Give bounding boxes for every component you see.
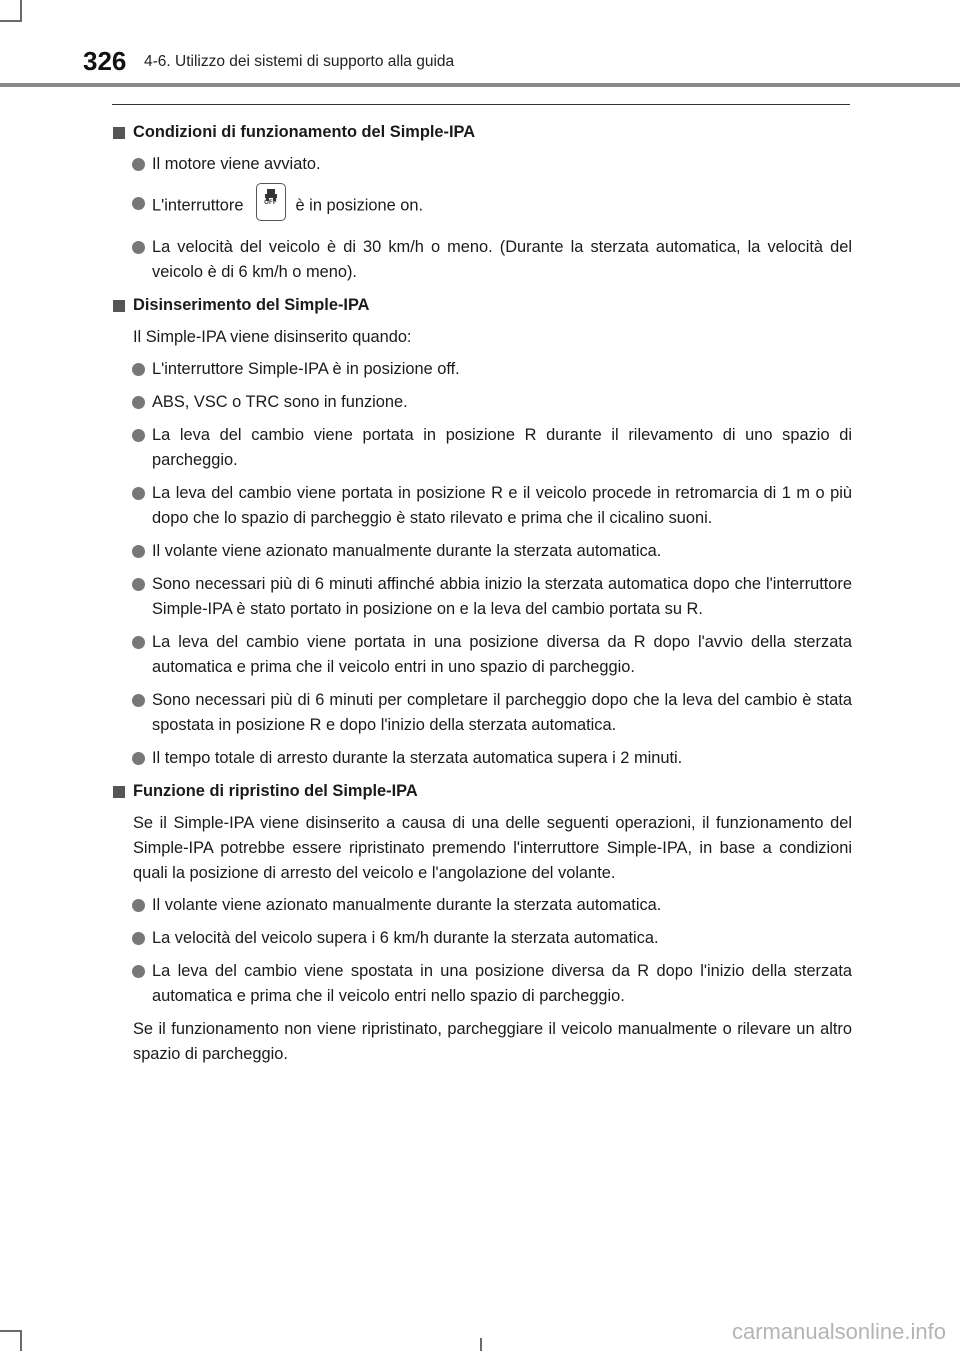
section-title: Funzione di ripristino del Simple-IPA — [112, 779, 852, 804]
circle-bullet-icon — [132, 932, 145, 945]
list-item: La leva del cambio viene portata in una posizione diversa da R dopo l'avvio della sterzata automatica e prima che il veicolo entri in uno spazio di parcheggio. — [112, 630, 852, 680]
circle-bullet-icon — [132, 429, 145, 442]
square-bullet-icon — [113, 300, 125, 312]
crop-mark — [0, 1330, 22, 1332]
section-divider — [112, 104, 850, 105]
paragraph: Se il funzionamento non viene ripristinato, parcheggiare il veicolo manualmente o rilevare un altro spazio di parcheggio. — [133, 1020, 852, 1063]
paragraph: Il Simple-IPA viene disinserito quando: — [133, 328, 412, 346]
square-bullet-icon — [113, 127, 125, 139]
list-item: La velocità del veicolo supera i 6 km/h durante la sterzata automatica. — [112, 926, 852, 951]
list-item: ABS, VSC o TRC sono in funzione. — [112, 390, 852, 415]
circle-bullet-icon — [132, 899, 145, 912]
section-title: Disinserimento del Simple-IPA — [112, 293, 852, 318]
section-title: Condizioni di funzionamento del Simple-IPA — [112, 120, 852, 145]
simple-ipa-switch-icon: OFF — [256, 183, 286, 221]
list-item: La velocità del veicolo è di 30 km/h o meno. (Durante la sterzata automatica, la velocità del veicolo è di 6 km/h o meno). — [112, 235, 852, 285]
header-rule — [0, 83, 960, 87]
watermark: carmanualsonline.info — [731, 1319, 946, 1344]
page-content — [112, 112, 852, 1074]
list-item: Il motore viene avviato. — [112, 152, 852, 177]
square-bullet-icon — [113, 786, 125, 798]
circle-bullet-icon — [132, 694, 145, 707]
circle-bullet-icon — [132, 965, 145, 978]
crop-mark — [20, 0, 22, 22]
page-header — [0, 40, 960, 88]
list-item: Il tempo totale di arresto durante la sterzata automatica supera i 2 minuti. — [112, 746, 852, 771]
circle-bullet-icon — [132, 363, 145, 376]
list-item: Sono necessari più di 6 minuti affinché abbia inizio la sterzata automatica dopo che l'interruttore Simple-IPA è stato portato in posizione on e la leva del cambio portata su R. — [112, 572, 852, 622]
circle-bullet-icon — [132, 158, 145, 171]
circle-bullet-icon — [132, 752, 145, 765]
list-item: Sono necessari più di 6 minuti per completare il parcheggio dopo che la leva del cambio è stata spostata in posizione R e dopo l'inizio della sterzata automatica. — [112, 688, 852, 738]
list-item: Il volante viene azionato manualmente durante la sterzata automatica. — [112, 893, 852, 918]
list-item: La leva del cambio viene portata in posizione R e il veicolo procede in retromarcia di 1 m o più dopo che lo spazio di parcheggio è stato rilevato e prima che il cicalino suoni. — [112, 481, 852, 531]
list-item: Il volante viene azionato manualmente durante la sterzata automatica. — [112, 539, 852, 564]
circle-bullet-icon — [132, 578, 145, 591]
circle-bullet-icon — [132, 396, 145, 409]
crop-mark — [480, 1338, 482, 1351]
circle-bullet-icon — [132, 197, 145, 210]
circle-bullet-icon — [132, 487, 145, 500]
circle-bullet-icon — [132, 241, 145, 254]
circle-bullet-icon — [132, 545, 145, 558]
list-item: L'interruttore Simple-IPA è in posizione off. — [112, 357, 852, 382]
list-item: La leva del cambio viene portata in posizione R durante il rilevamento di uno spazio di parcheggio. — [112, 423, 852, 473]
crop-mark — [0, 20, 22, 22]
circle-bullet-icon — [132, 636, 145, 649]
list-item: L'interruttore OFF è in posizione on. — [112, 191, 852, 221]
page-number: 326 — [83, 46, 127, 76]
list-item: La leva del cambio viene spostata in una posizione diversa da R dopo l'inizio della sterzata automatica e prima che il veicolo entri nello spazio di parcheggio. — [112, 959, 852, 1009]
paragraph: Se il Simple-IPA viene disinserito a causa di una delle seguenti operazioni, il funzionamento del Simple-IPA potrebbe essere ripristinato premendo l'interruttore Simple-IPA, in base a condizioni quali la posizione di arresto del veicolo e l'angolazione del volante. — [133, 814, 852, 882]
crop-mark — [20, 1330, 22, 1351]
chapter-title: 4-6. Utilizzo dei sistemi di supporto alla guida — [144, 53, 455, 70]
